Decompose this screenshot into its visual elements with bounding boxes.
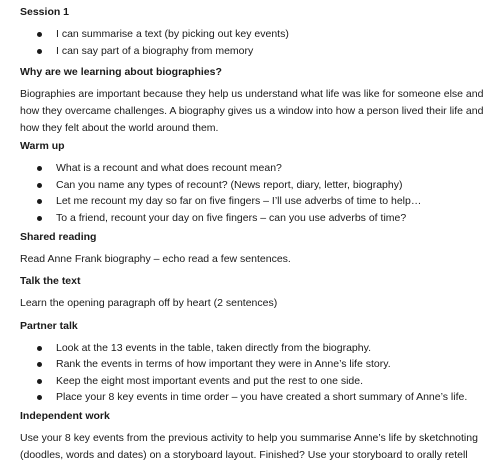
bullet-icon — [37, 379, 42, 384]
warm-up-heading: Warm up — [20, 140, 65, 152]
why-heading: Why are we learning about biographies? — [20, 66, 222, 78]
bullet-icon — [37, 183, 42, 188]
talk-the-text-heading: Talk the text — [20, 275, 81, 287]
bullet-icon — [37, 32, 42, 37]
document-page: Session 1 I can summarise a text (by picking out key events) I can say part of a biography from memory Why are we learning about biographies? Biographies are important because they help us understand what life was like for someone else and how they overcame challenges. A biography gives us a window into how a person lived their life and how they felt about the world around them. Warm up What is a recount and what does recount mean? Can you name any types of recount? (News report, diary, letter, biography) Let me recount my day so far on five fingers – I’ll use adverbs of time to help… To a friend, recount your day on five fingers – can you use adverbs of time? Shared reading Read Anne Frank biography – echo read a few sentences. Talk the text Learn the opening paragraph off by heart (2 sentences) Partner talk Look at the 13 events in the table, taken directly from the biography. Rank the events in terms of how important they were in Anne’s life story. Keep the eight most important events and put the rest to one side. Place your 8 key events in time order – you have created a short summary of Anne’s life. Independent work Use your 8 key events from the previous activity to help you summarise Anne’s life by sketchnoting (doodles, words and dates) on a storyboard layout. Finished? Use your storyboard to orally retell — [0, 0, 500, 454]
shared-reading-heading: Shared reading — [20, 231, 97, 243]
bullet-icon — [37, 166, 42, 171]
bullet-icon — [37, 346, 42, 351]
bullet-icon — [37, 395, 42, 400]
shared-reading-text: Read Anne Frank biography – echo read a few sentences. — [20, 253, 291, 265]
bullet-icon — [37, 216, 42, 221]
independent-work-text: Use your 8 key events from the previous activity to help you summarise Anne’s life by sketchnoting (doodles, words and dates) on a storyboard layout. Finished? Use your storyboard to orally retell — [20, 432, 478, 461]
why-paragraph: Biographies are important because they help us understand what life was like for someone else and how they overcame challenges. A biography gives us a window into how a person lived their life and how they felt about the world around them. — [20, 88, 484, 134]
bullet-icon — [37, 362, 42, 367]
talk-the-text-text: Learn the opening paragraph off by heart (2 sentences) — [20, 297, 278, 309]
bullet-icon — [37, 199, 42, 204]
partner-talk-heading: Partner talk — [20, 320, 78, 332]
bullet-icon — [37, 49, 42, 54]
independent-work-heading: Independent work — [20, 410, 110, 422]
session-title: Session 1 — [20, 6, 70, 18]
